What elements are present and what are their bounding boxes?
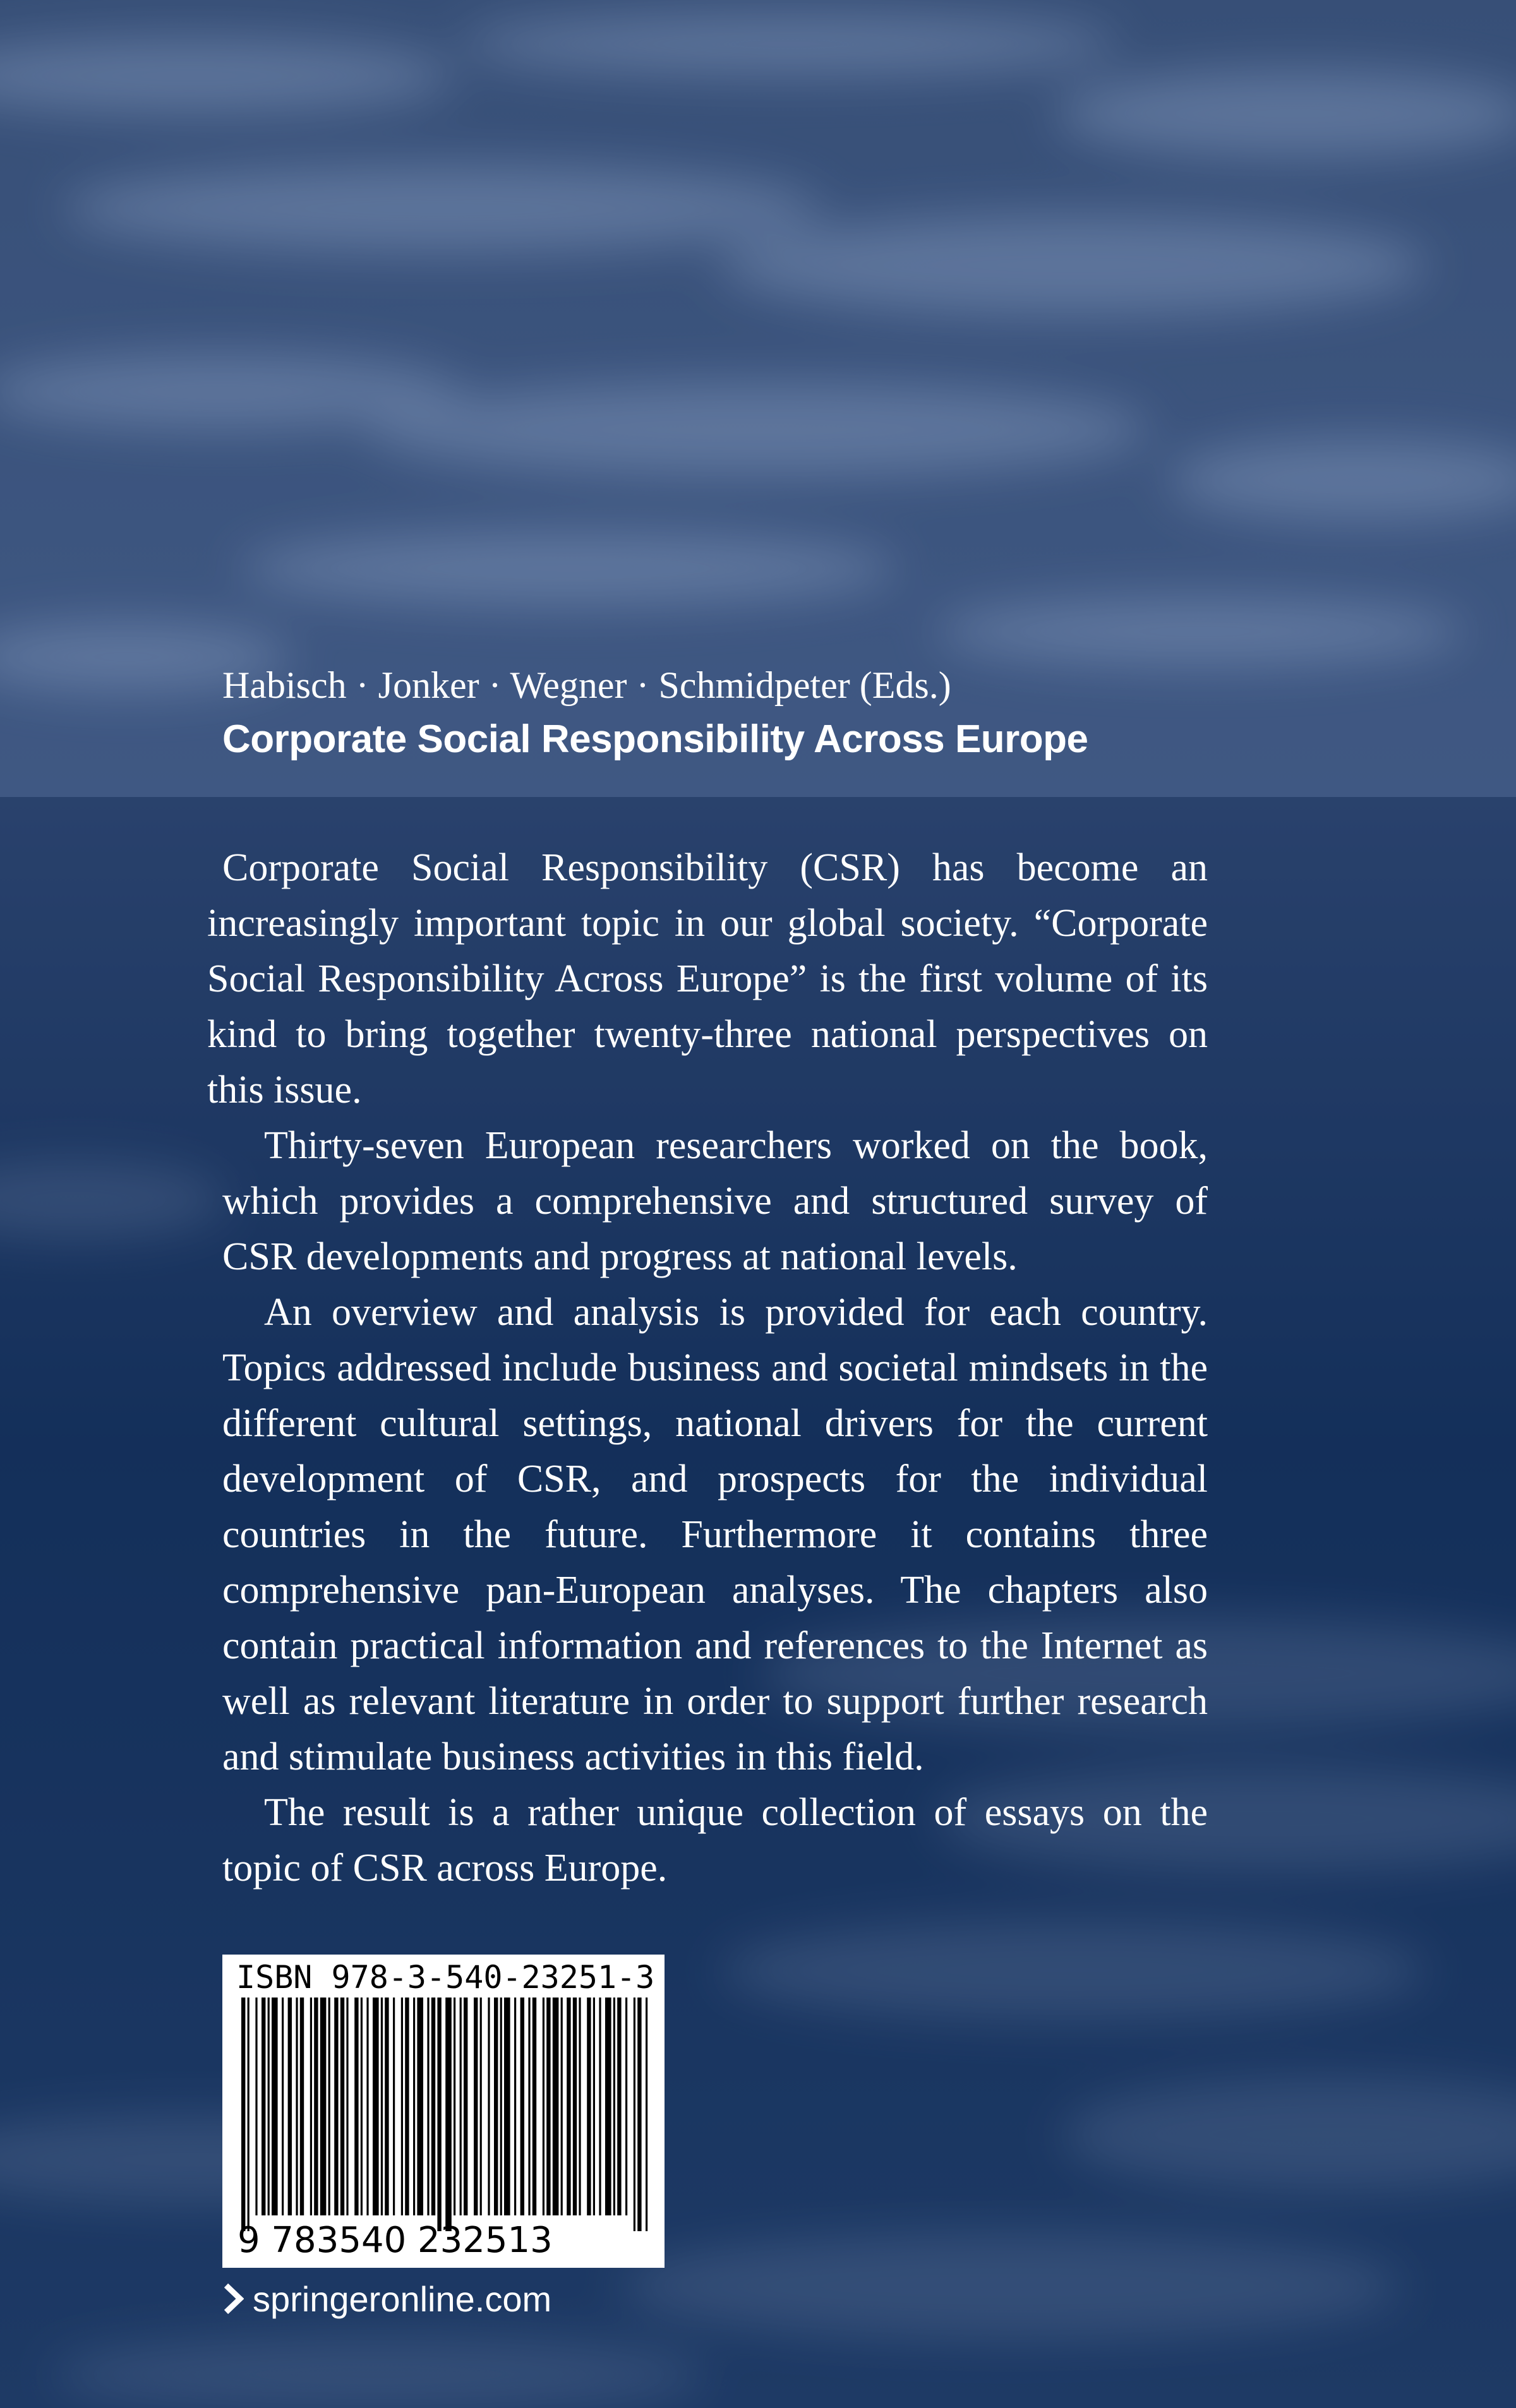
book-title: Corporate Social Responsibility Across Europe xyxy=(222,717,1088,761)
barcode-bar xyxy=(625,1998,627,2215)
barcode-bar xyxy=(268,1998,270,2215)
barcode-bar xyxy=(427,1998,429,2215)
barcode-bar xyxy=(385,1998,388,2215)
barcode-bar xyxy=(520,1998,524,2215)
barcode-bar xyxy=(393,1998,395,2215)
barcode-bar xyxy=(272,1998,278,2215)
barcode-bar xyxy=(546,1998,550,2215)
barcode-bar xyxy=(500,1998,502,2215)
barcode-bar xyxy=(288,1998,292,2215)
barcode-bar xyxy=(282,1998,284,2215)
website-url: springeronline.com xyxy=(253,2279,552,2319)
barcode-bar xyxy=(445,1998,452,2231)
barcode-bar xyxy=(454,1998,455,2215)
barcode-bar xyxy=(296,1998,298,2215)
barcode-bar xyxy=(646,1998,647,2231)
barcode-bar xyxy=(328,1998,330,2215)
publisher-website[interactable] xyxy=(222,2273,551,2324)
barcode-bar xyxy=(543,1998,544,2215)
barcode-bar xyxy=(405,1998,409,2215)
barcode-bar xyxy=(532,1998,536,2215)
barcode-bar xyxy=(314,1998,318,2215)
barcode-bar xyxy=(255,1998,257,2215)
barcode-bar xyxy=(413,1998,415,2215)
barcode-bar xyxy=(381,1998,383,2215)
barcode-bar xyxy=(373,1998,379,2215)
barcode-bar xyxy=(593,1998,595,2215)
barcode-bar xyxy=(464,1998,467,2215)
barcode-bar xyxy=(480,1998,482,2215)
barcode-bar xyxy=(617,1998,621,2215)
isbn-barcode xyxy=(222,1955,665,2268)
barcode-digits: 9 783540 232513 xyxy=(238,2220,553,2261)
barcode-bar xyxy=(354,1998,358,2215)
barcode-bar xyxy=(514,1998,516,2215)
barcode-bar xyxy=(553,1998,559,2215)
barcode-bar xyxy=(417,1998,423,2215)
barcode-bar xyxy=(567,1998,570,2215)
blurb-paragraph-1: Corporate Social Responsibility (CSR) has become an increasingly important topic in our global society. “Corporate Social Responsibility Across Europe” is the first volume of its kind to bring together twenty-three national perspectives on this issue. xyxy=(207,846,1208,1111)
barcode-bar xyxy=(366,1998,368,2215)
barcode-bar xyxy=(613,1998,615,2215)
blurb-paragraph-2: Thirty-seven European researchers worked on the book, which provides a comprehensive and structured survey of CSR developments and progress at national levels. xyxy=(222,1124,1208,1278)
barcode-bar xyxy=(340,1998,344,2215)
barcode-bar xyxy=(431,1998,435,2215)
blurb-paragraph-3: An overview and analysis is provided for each country. Topics addressed include business and societal mindsets in the different cultural settings, national drivers for the current development of CSR, and prospects for the individual countries in the future. Furthermore it contains three comprehensive pan-European analyses. The chapters also contain practical information and references to the Internet as well as relevant literature in order to support further research and stimulate business activities in this field. xyxy=(222,1291,1208,1778)
barcode-bar xyxy=(579,1998,581,2215)
barcode-bar xyxy=(587,1998,591,2215)
barcode-bar xyxy=(494,1998,498,2215)
chevron-right-icon xyxy=(222,2283,244,2315)
barcode-bar xyxy=(334,1998,338,2215)
barcode-bar xyxy=(528,1998,530,2215)
blurb-text xyxy=(207,840,1208,1896)
barcode-bar xyxy=(637,1998,641,2231)
barcode-bar xyxy=(599,1998,601,2215)
barcode-bar xyxy=(262,1998,265,2215)
barcode-bar xyxy=(361,1998,363,2215)
isbn-label: ISBN 978-3-540-23251-3 xyxy=(236,1959,655,1996)
barcode-bar xyxy=(346,1998,348,2215)
barcode-bar xyxy=(300,1998,304,2215)
barcode-bar xyxy=(605,1998,611,2215)
barcode-bar xyxy=(248,1998,250,2231)
barcode-bar xyxy=(488,1998,490,2215)
barcode-bar xyxy=(561,1998,563,2215)
barcode-bar xyxy=(401,1998,403,2215)
barcode-bar xyxy=(504,1998,510,2215)
barcode-bar xyxy=(573,1998,577,2215)
barcode-bar xyxy=(437,1998,441,2231)
editors-line: Habisch · Jonker · Wegner · Schmidpeter (Eds.) xyxy=(222,664,951,706)
barcode-bar xyxy=(320,1998,327,2215)
barcode-bar xyxy=(241,1998,245,2231)
barcode-bar xyxy=(634,1998,635,2231)
blurb-paragraph-4: The result is a rather unique collection of essays on the topic of CSR across Europe. xyxy=(222,1791,1208,1890)
barcode-bar xyxy=(310,1998,312,2215)
barcode-bar xyxy=(474,1998,478,2215)
barcode-bar xyxy=(460,1998,462,2215)
